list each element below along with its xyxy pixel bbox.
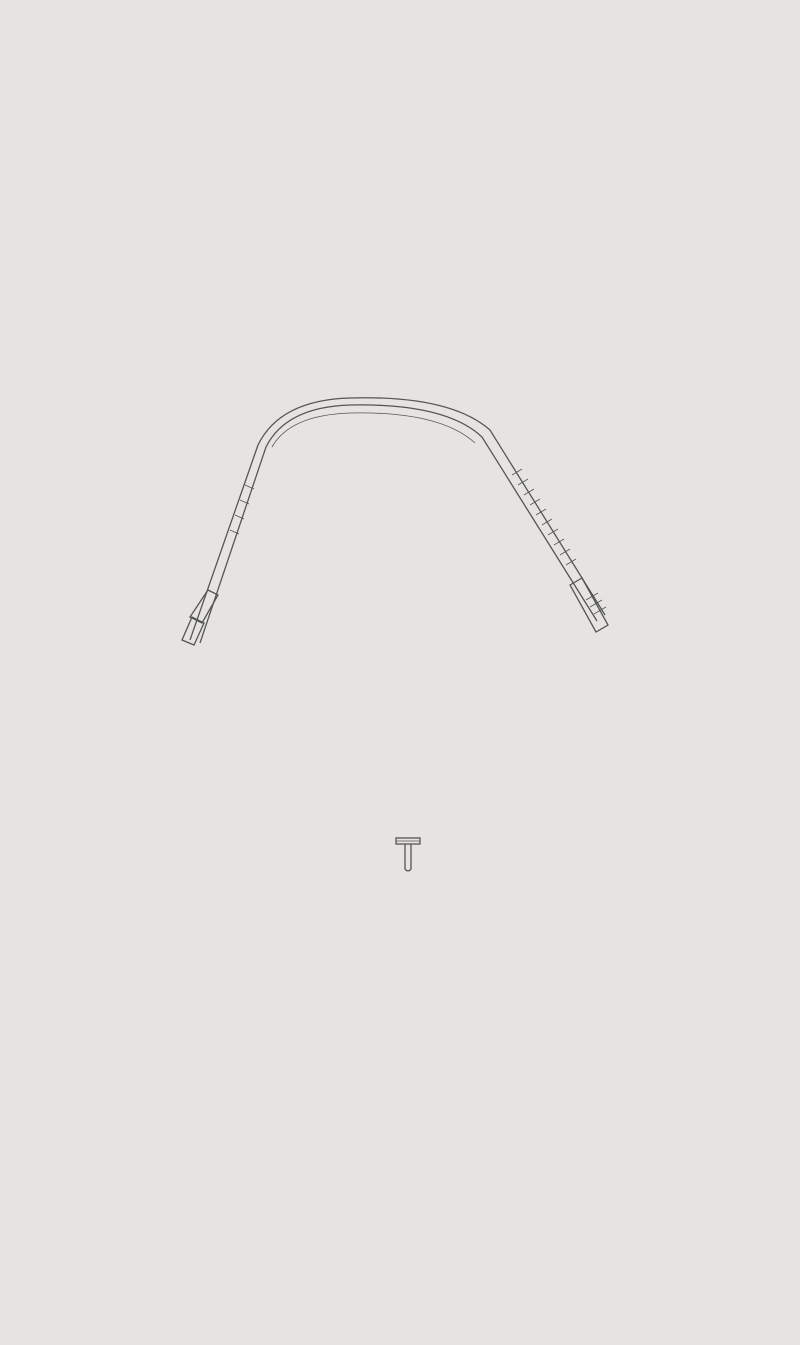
running-head (62, 110, 742, 140)
figure-9-arch-illustration (150, 385, 650, 665)
figure-10-spur-illustration (393, 835, 423, 875)
